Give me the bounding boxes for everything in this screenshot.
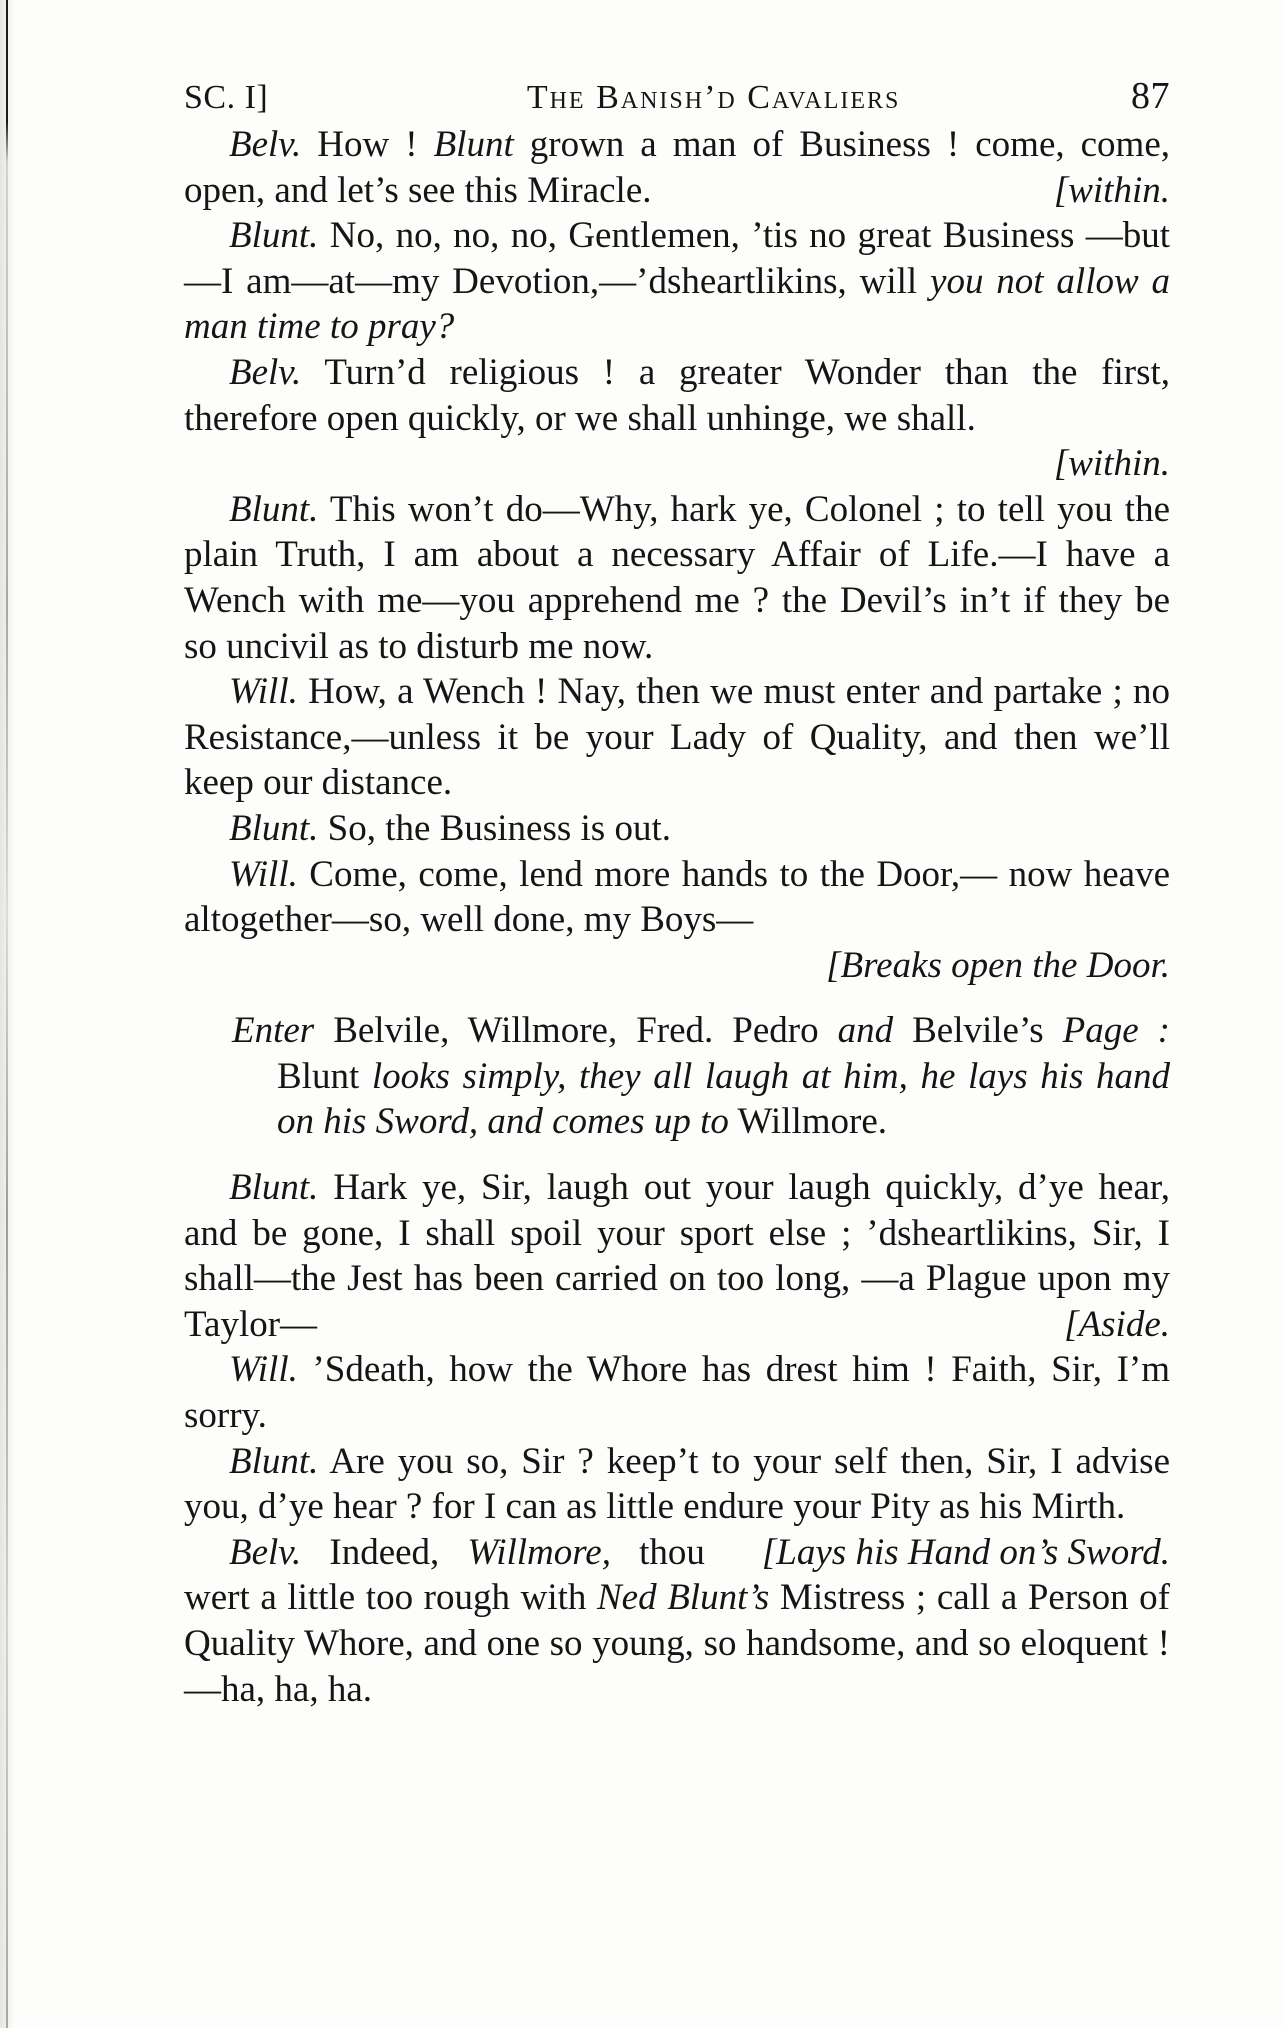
speech-text: Come, come, lend more hands to the Door,— now heave altogether—so, well done, my Boys—	[184, 853, 1170, 941]
speech-text: Turn’d religious ! a greater Wonder than the first, therefore open quickly, or we shall unhinge, we shall.	[184, 351, 1170, 439]
speech-will-2	[184, 852, 1170, 943]
speech-blunt-3	[184, 806, 1170, 852]
speech-text: No, no, no, no, Gentlemen, ’tis no great Business —but—I am—at—my Devotion,—’dsheartlikins, will	[184, 215, 1170, 302]
stage-word: and	[837, 1010, 894, 1052]
speech-will-1	[184, 669, 1170, 806]
scene-marker: SC. I]	[184, 79, 269, 116]
speaker: Blunt.	[229, 488, 319, 530]
stage-direction: [Aside.	[1064, 1303, 1170, 1345]
page-gutter	[0, 0, 14, 2028]
speech-will-3	[184, 1347, 1170, 1438]
spacer	[184, 988, 1170, 1008]
stage-names: Belvile’s	[893, 1010, 1063, 1052]
speech-text: Hark ye, Sir, laugh out your laugh quickly, d’ye hear, and be gone, I shall spoil your sport else ; ’dsheartlikins, Sir, I shall—the Jest has been carried on too long, —a Plague upon my Taylor—	[184, 1167, 1170, 1345]
spacer	[184, 1145, 1170, 1165]
speech-text: thou wert a little too rough with	[184, 1531, 705, 1619]
speech-text: This won’t do—Why, hark ye, Colonel ; to tell you the plain Truth, I am about a necessary Affair of Life.—I have a Wench with me—you apprehend me ? the Devil’s in’t if they be so uncivil as to disturb me now.	[184, 488, 1170, 667]
book-title: The Banish’d Cavaliers	[526, 79, 901, 116]
stage-direction: [within.	[1053, 443, 1170, 485]
speaker: Blunt.	[229, 1440, 319, 1482]
stage-names: Willmore.	[728, 1101, 888, 1143]
speech-belv-2	[184, 350, 1170, 441]
book-page	[184, 74, 1170, 1712]
speaker: Will.	[229, 853, 298, 895]
speech-belv-1	[184, 122, 1170, 213]
stage-word: Enter	[232, 1010, 315, 1052]
stage-direction: [within.	[1053, 169, 1170, 211]
speech-text: How !	[301, 124, 434, 165]
running-head	[184, 74, 1170, 122]
speech-text: grown a man of Business ! come, come, open, and let’s see this Miracle.	[184, 124, 1171, 211]
speech-text: Mistress ; call a Person of Quality Whore, and one so young, so handsome, and so eloquent !—ha, ha, ha.	[184, 1577, 1171, 1710]
speech-blunt-1	[184, 213, 1170, 350]
speech-text: Indeed,	[301, 1531, 468, 1573]
stage-description: looks simply, they all laugh at him, he lays his hand on his Sword, and comes up to	[277, 1055, 1170, 1143]
stage-names: Belvile, Willmore, Fred. Pedro	[314, 1010, 838, 1052]
speaker: Blunt.	[229, 1167, 319, 1209]
speaker: Belv.	[229, 1531, 302, 1573]
speech-text: How, a Wench ! Nay, then we must enter and partake ; no Resistance,—unless it be your Lady of Quality, and then we’ll keep our distance.	[184, 671, 1170, 804]
stage-direction: [Lays his Hand on’s Sword.	[761, 1531, 1170, 1573]
speech-text: Are you so, Sir ? keep’t to your self then, Sir, I advise you, d’ye hear ? for I can as little endure your Pity as his Mirth.	[184, 1440, 1170, 1528]
character-name: Willmore,	[467, 1531, 611, 1573]
character-name: Blunt	[433, 124, 514, 165]
speaker: Belv.	[229, 351, 302, 393]
speaker: Belv.	[229, 124, 302, 165]
speaker: Will.	[229, 1349, 298, 1391]
speaker: Will.	[229, 671, 298, 713]
stage-direction: [Breaks open the Door.	[826, 944, 1170, 986]
stage-names: Blunt	[277, 1055, 372, 1097]
speech-blunt-2	[184, 487, 1170, 669]
stage-word: Page :	[1062, 1010, 1170, 1052]
binding-edge	[6, 0, 8, 2028]
speech-blunt-4	[184, 1165, 1170, 1347]
speaker: Blunt.	[229, 215, 319, 257]
character-name: Ned Blunt’s	[597, 1577, 770, 1619]
stage-entrance	[184, 1008, 1170, 1145]
speaker: Blunt.	[229, 807, 319, 849]
speech-text: So, the Business is out.	[318, 807, 671, 849]
speech-text: ’Sdeath, how the Whore has drest him ! Faith, Sir, I’m sorry.	[184, 1349, 1170, 1437]
page-number: 87	[1130, 75, 1170, 117]
speech-text-italic: you not allow a man time to pray?	[184, 260, 1170, 348]
